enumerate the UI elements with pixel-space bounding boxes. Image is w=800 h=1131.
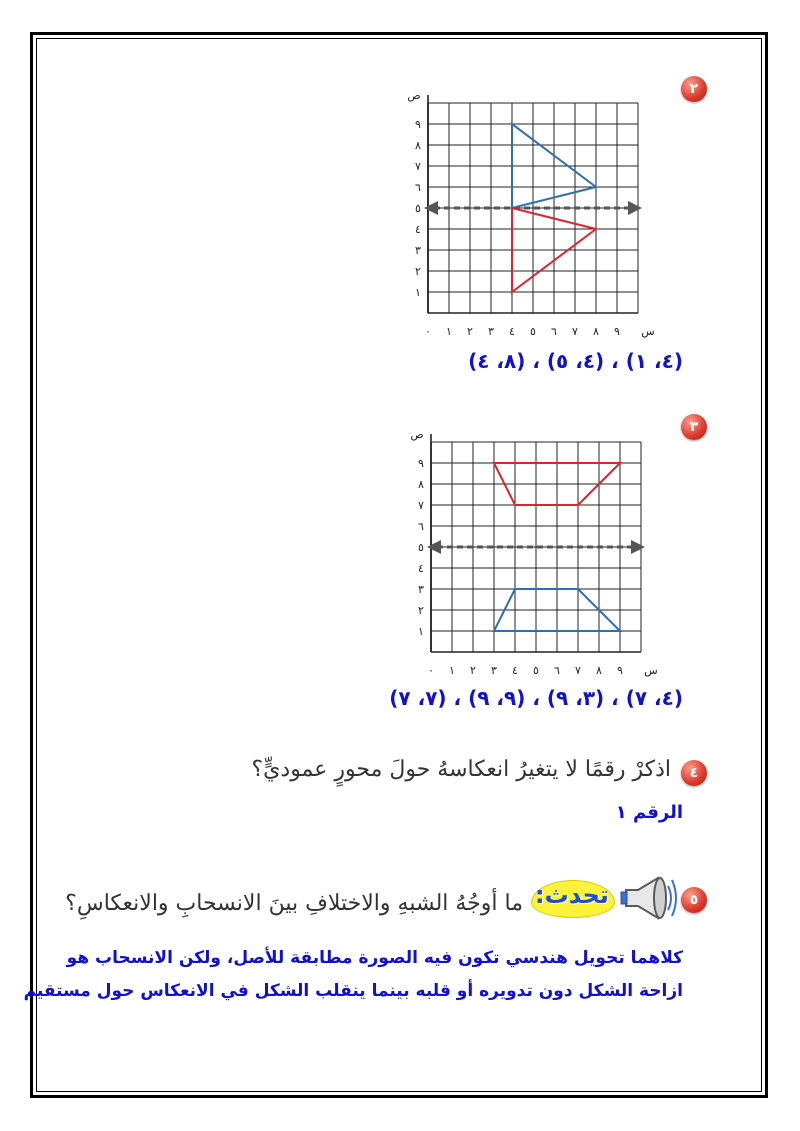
item-5-answer-line-2: ازاحة الشكل دون تدويره أو قلبه بينما ينقلب الشكل في الانعكاس حول مستقيم [23,981,683,1001]
y-axis-label: ص [407,93,421,102]
item-number-badge: ٣ [681,414,707,440]
talk-label: تحدث: [535,881,609,909]
y-tick-label: ٦ [418,520,424,533]
x-tick-label: ٢ [467,325,473,338]
y-tick-label: ٢ [415,265,421,278]
item-3-answer: (٤، ٧) ، (٣، ٩) ، (٩، ٩) ، (٧، ٧) [389,686,683,710]
x-tick-label: ٧ [575,664,581,677]
y-tick-label: ٥ [415,202,421,215]
coordinate-grid-2 [398,432,660,682]
arrow-right-icon [628,201,642,215]
talk-badge [527,876,619,922]
y-tick-label: ٨ [418,478,424,491]
x-tick-label: ٠ [425,325,431,338]
y-tick-label: ٧ [418,499,424,512]
x-axis-label: س [641,325,655,338]
x-tick-label: ٦ [551,325,557,338]
arrow-left-icon [424,201,438,215]
y-tick-label: ٣ [418,583,424,596]
x-tick-label: ١ [446,325,452,338]
y-tick-label: ٤ [418,562,424,575]
megaphone-icon [618,872,680,924]
y-tick-label: ٧ [415,160,421,173]
x-tick-label: ٠ [428,664,434,677]
x-tick-label: ٢ [470,664,476,677]
y-tick-label: ٦ [415,181,421,194]
x-tick-label: ٨ [593,325,599,338]
x-tick-label: ٥ [530,325,536,338]
y-tick-label: ١ [415,286,421,299]
x-tick-label: ١ [449,664,455,677]
y-tick-label: ٥ [418,541,424,554]
item-4-question: اذكرْ رقمًا لا يتغيرُ انعكاسهُ حولَ محورٍ عموديٍّ؟ [251,757,671,782]
y-tick-label: ٢ [418,604,424,617]
item-2-answer: (٤، ١) ، (٤، ٥) ، (٨، ٤) [468,349,683,373]
item-number-badge: ٤ [681,760,707,786]
y-tick-label: ٩ [415,118,421,131]
x-tick-label: ٤ [509,325,515,338]
arrow-left-icon [427,540,441,554]
x-tick-label: ٨ [596,664,602,677]
item-number-badge: ٢ [681,76,707,102]
x-tick-label: ٦ [554,664,560,677]
y-tick-label: ٣ [415,244,421,257]
y-axis-label: ص [410,432,424,441]
x-tick-label: ٩ [617,664,623,677]
arrow-right-icon [631,540,645,554]
item-number-badge: ٥ [681,887,707,913]
item-4-answer: الرقم ١ [615,802,683,823]
y-tick-label: ١ [418,625,424,638]
coordinate-grid-1 [398,93,660,343]
x-tick-label: ٤ [512,664,518,677]
y-tick-label: ٨ [415,139,421,152]
x-tick-label: ٣ [491,664,497,677]
x-tick-label: ٣ [488,325,494,338]
item-5-question: ما أوجُهُ الشبهِ والاختلافِ بينَ الانسحابِ والانعكاسِ؟ [65,891,523,916]
item-5-answer-line-1: كلاهما تحويل هندسي تكون فيه الصورة مطابقة للأصل، ولكن الانسحاب هو [66,948,683,968]
x-axis-label: س [644,664,658,677]
x-tick-label: ٩ [614,325,620,338]
y-tick-label: ٤ [415,223,421,236]
y-tick-label: ٩ [418,457,424,470]
x-tick-label: ٥ [533,664,539,677]
x-tick-label: ٧ [572,325,578,338]
